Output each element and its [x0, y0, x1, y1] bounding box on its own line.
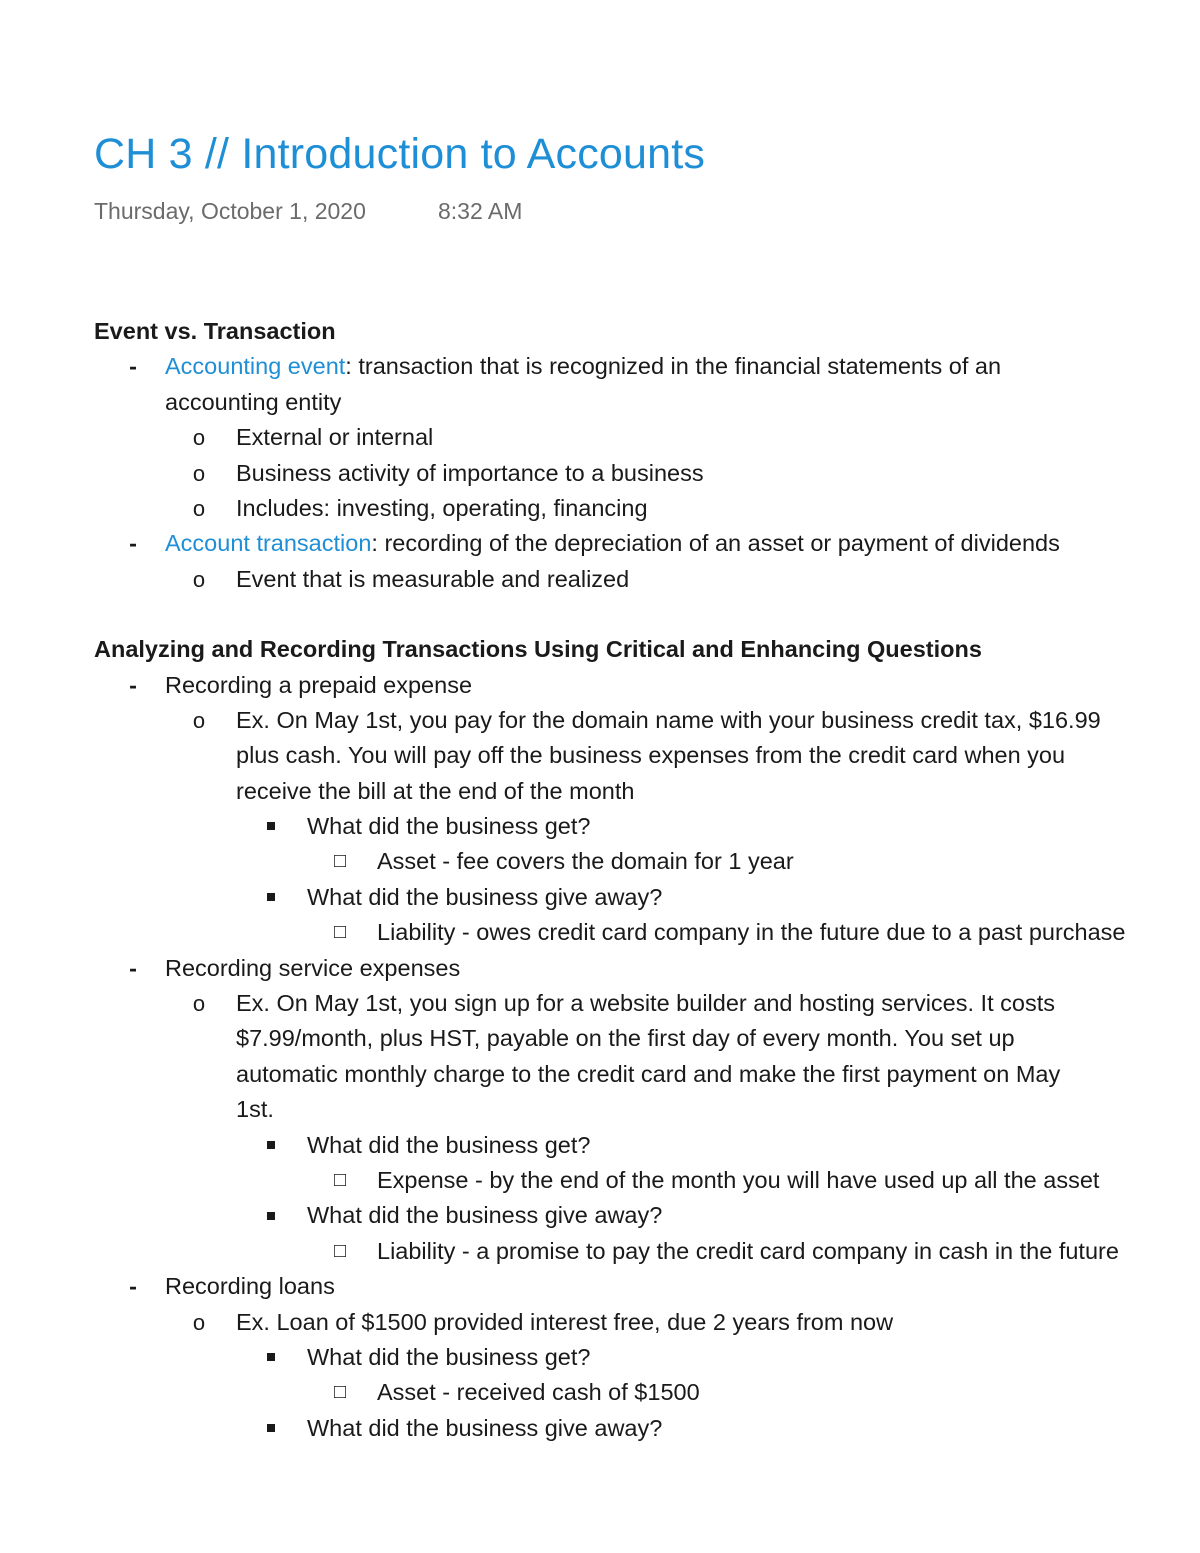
circle-bullet: o	[192, 495, 206, 521]
list-item: What did the business get?	[0, 809, 1200, 844]
definition-text: : recording of the depreciation of an asset or payment of dividends	[371, 530, 1060, 557]
list-item: o Ex. On May 1st, you sign up for a website builder and hosting services. It costs	[0, 986, 1200, 1021]
box-bullet: □	[333, 850, 347, 873]
list-item: □ Expense - by the end of the month you will have used up all the asset	[0, 1163, 1200, 1198]
box-bullet: □	[333, 1239, 347, 1262]
list-item: o Includes: investing, operating, financing	[0, 491, 1200, 526]
list-item: What did the business give away?	[0, 1198, 1200, 1233]
dash-bullet: -	[129, 954, 137, 981]
list-item: What did the business give away?	[0, 880, 1200, 915]
box-bullet: □	[333, 1381, 347, 1404]
list-item: o Business activity of importance to a business	[0, 456, 1200, 491]
list-item	[0, 349, 1200, 384]
note-date: Thursday, October 1, 2020	[94, 198, 366, 224]
definition-text: accounting entity	[165, 388, 342, 415]
list-item: - Recording a prepaid expense	[0, 668, 1200, 703]
list-item: □ Liability - a promise to pay the credit card company in cash in the future	[0, 1234, 1200, 1269]
circle-bullet: o	[192, 566, 206, 592]
note-time: 8:32 AM	[438, 198, 523, 224]
box-bullet: □	[333, 1168, 347, 1191]
note-datetime	[94, 198, 523, 225]
square-bullet-icon	[267, 1212, 275, 1220]
list-item: - Recording loans	[0, 1269, 1200, 1304]
list-item: o Ex. Loan of $1500 provided interest free, due 2 years from now	[0, 1305, 1200, 1340]
note-body: Event vs. Transaction - Accounting event: transaction that is recognized in the financial statements of an accounting entity o External or internal o Business activity of importance to a business o Includes: investing, operating, financing - Account transaction: recording of the depreciation of an asset or payment of dividends o Event that is measurable and realized Analyzing and Recording Transactions Using Critical and Enhancing Questions - Recording a prepaid expense o Ex. On May 1st, you pay for the domain name with your business credit tax, $16.99 plus cash. You will pay off the business expenses from the credit card when you receive the bill at the end of the month What did the business get? □ Asset - fee covers the domain for 1 year What did the business give away? □ Liability - owes credit card company in the future due to a past purchase - Recording service expenses o Ex. On May 1st, you sign up for a website builder and hosting services. It costs $7.99/month, plus HST, payable on the first day of every month. You set up automatic monthly charge to the credit card and make the first payment on May 1st. What did the business get? □ Expense - by the end of the month you will have used up all the asset What did the business give away? □ Liability - a promise to pay the credit card company in cash in the future - Recording loans o Ex. Loan of $1500 provided interest free, due 2 years from now What did the business get? □ Asset - received cash of $1500 What did the business give away?	[0, 314, 1200, 1446]
dash-bullet: -	[129, 530, 137, 557]
square-bullet-icon	[267, 822, 275, 830]
list-item: o Event that is measurable and realized	[0, 562, 1200, 597]
list-item: □ Asset - fee covers the domain for 1 year	[0, 844, 1200, 879]
list-item: - Recording service expenses	[0, 951, 1200, 986]
list-item: o External or internal	[0, 420, 1200, 455]
section-heading-analyzing-recording: Analyzing and Recording Transactions Using Critical and Enhancing Questions	[94, 636, 982, 663]
list-item	[0, 526, 1200, 561]
list-item: What did the business get?	[0, 1340, 1200, 1375]
circle-bullet: o	[192, 425, 206, 451]
square-bullet-icon	[267, 893, 275, 901]
term-account-transaction: Account transaction	[165, 530, 372, 557]
square-bullet-icon	[267, 1353, 275, 1361]
section-heading-event-vs-transaction: Event vs. Transaction	[94, 318, 336, 344]
circle-bullet: o	[192, 991, 206, 1017]
circle-bullet: o	[192, 707, 206, 733]
circle-bullet: o	[192, 460, 206, 486]
list-item: What did the business get?	[0, 1128, 1200, 1163]
circle-bullet: o	[192, 1309, 206, 1335]
dash-bullet: -	[129, 1273, 137, 1300]
page-title: CH 3 // Introduction to Accounts	[94, 130, 706, 178]
list-item: o Ex. On May 1st, you pay for the domain name with your business credit tax, $16.99	[0, 703, 1200, 738]
term-accounting-event: Accounting event	[165, 353, 346, 380]
list-item: What did the business give away?	[0, 1411, 1200, 1446]
box-bullet: □	[333, 921, 347, 944]
square-bullet-icon	[267, 1424, 275, 1432]
dash-bullet: -	[129, 671, 137, 698]
list-item: □ Asset - received cash of $1500	[0, 1375, 1200, 1410]
list-item: □ Liability - owes credit card company in the future due to a past purchase	[0, 915, 1200, 950]
definition-text: : transaction that is recognized in the financial statements of an	[345, 353, 1002, 380]
square-bullet-icon	[267, 1141, 275, 1149]
dash-bullet: -	[129, 353, 137, 380]
